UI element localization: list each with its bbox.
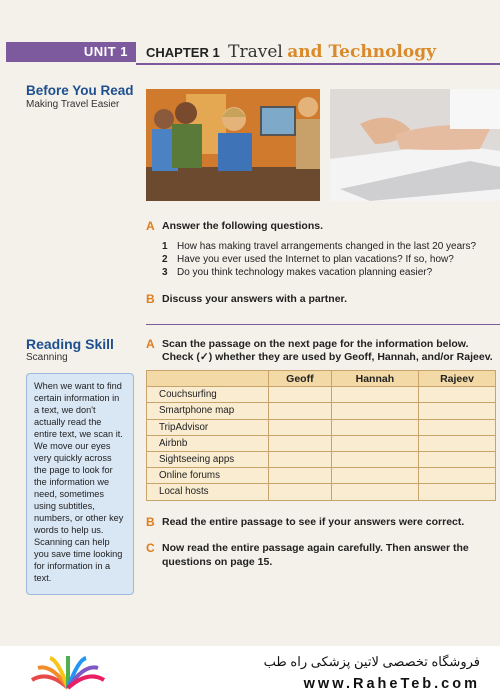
row-label: Sightseeing apps — [147, 451, 269, 467]
row-label: Couchsurfing — [147, 387, 269, 403]
row-label: Local hosts — [147, 484, 269, 500]
before-you-read-subtitle: Making Travel Easier — [26, 99, 120, 110]
section-divider — [146, 324, 500, 325]
check-cell[interactable] — [419, 435, 496, 451]
check-cell[interactable] — [331, 419, 418, 435]
check-cell[interactable] — [419, 484, 496, 500]
section-b-heading: Discuss your answers with a partner. — [162, 293, 347, 305]
before-you-read-title: Before You Read — [26, 83, 134, 98]
question-text: How has making travel arrangements changed in the last 20 years? — [177, 241, 477, 252]
table-row — [147, 435, 496, 451]
table-corner-cell — [147, 371, 269, 387]
column-header-geoff: Geoff — [269, 371, 332, 387]
check-cell[interactable] — [331, 387, 418, 403]
store-url[interactable]: www.RaheTeb.com — [303, 676, 480, 692]
check-cell[interactable] — [419, 387, 496, 403]
row-label: Online forums — [147, 468, 269, 484]
unit-tab: UNIT 1 — [6, 42, 136, 62]
section-b-letter: B — [146, 292, 155, 306]
chapter-title-part2: and Technology — [287, 42, 436, 62]
question-number: 2 — [162, 254, 168, 265]
reading-skill-subtitle: Scanning — [26, 352, 68, 363]
check-cell[interactable] — [419, 419, 496, 435]
book-logo-icon — [28, 652, 108, 694]
header-divider — [136, 63, 500, 65]
section-a-letter: A — [146, 219, 155, 233]
scan-c-text-line2: questions on page 15. — [162, 556, 273, 568]
check-cell[interactable] — [269, 451, 332, 467]
section-a-heading: Answer the following questions. — [162, 220, 324, 232]
column-header-rajeev: Rajeev — [419, 371, 496, 387]
check-cell[interactable] — [269, 484, 332, 500]
check-cell[interactable] — [419, 468, 496, 484]
row-label: Airbnb — [147, 435, 269, 451]
scan-table — [146, 370, 496, 501]
question-text: Have you ever used the Internet to plan vacations? If so, how? — [177, 254, 454, 265]
laptop-typing-photo — [330, 89, 500, 201]
question-number: 1 — [162, 241, 168, 252]
check-cell[interactable] — [331, 468, 418, 484]
scan-a-letter: A — [146, 337, 155, 351]
table-row — [147, 387, 496, 403]
scan-a-heading: Scan the passage on the next page for the information below. Check (✓) whether they are used by Geoff, Hannah, and/or Rajeev. — [162, 338, 493, 363]
scan-b-text: Read the entire passage to see if your answers were correct. — [162, 516, 465, 528]
check-cell[interactable] — [331, 451, 418, 467]
table-row — [147, 468, 496, 484]
check-cell[interactable] — [269, 387, 332, 403]
column-header-hannah: Hannah — [331, 371, 418, 387]
table-header-row — [147, 371, 496, 387]
scanning-tip-box: When we want to find certain information in a text, we don't actually read the entire text, we scan it. We move our eyes very quickly across the page to look for the information we need, sometimes using subtitles, numbers, or other key words to help us. Scanning can help you save time looking for information in a text. — [26, 373, 134, 595]
scan-c-text-line1: Now read the entire passage again carefully. Then answer the — [162, 542, 469, 554]
check-cell[interactable] — [331, 403, 418, 419]
chapter-number: CHAPTER 1 — [146, 45, 220, 60]
table-row — [147, 419, 496, 435]
check-cell[interactable] — [269, 403, 332, 419]
check-cell[interactable] — [269, 468, 332, 484]
reading-skill-title: Reading Skill — [26, 336, 114, 352]
row-label: TripAdvisor — [147, 419, 269, 435]
scan-b-letter: B — [146, 515, 155, 529]
travel-agency-photo — [146, 89, 320, 201]
chapter-title-part1: Travel — [228, 42, 283, 62]
table-row — [147, 451, 496, 467]
table-row — [147, 403, 496, 419]
question-text: Do you think technology makes vacation planning easier? — [177, 267, 433, 278]
store-footer — [0, 646, 500, 700]
check-cell[interactable] — [419, 451, 496, 467]
check-cell[interactable] — [331, 484, 418, 500]
question-number: 3 — [162, 267, 168, 278]
check-cell[interactable] — [331, 435, 418, 451]
row-label: Smartphone map — [147, 403, 269, 419]
store-name: فروشگاه تخصصی لاتین پزشکی راه طب — [263, 654, 480, 669]
check-cell[interactable] — [269, 435, 332, 451]
scan-c-letter: C — [146, 541, 155, 555]
check-cell[interactable] — [419, 403, 496, 419]
table-row — [147, 484, 496, 500]
check-cell[interactable] — [269, 419, 332, 435]
chapter-heading — [146, 40, 436, 64]
